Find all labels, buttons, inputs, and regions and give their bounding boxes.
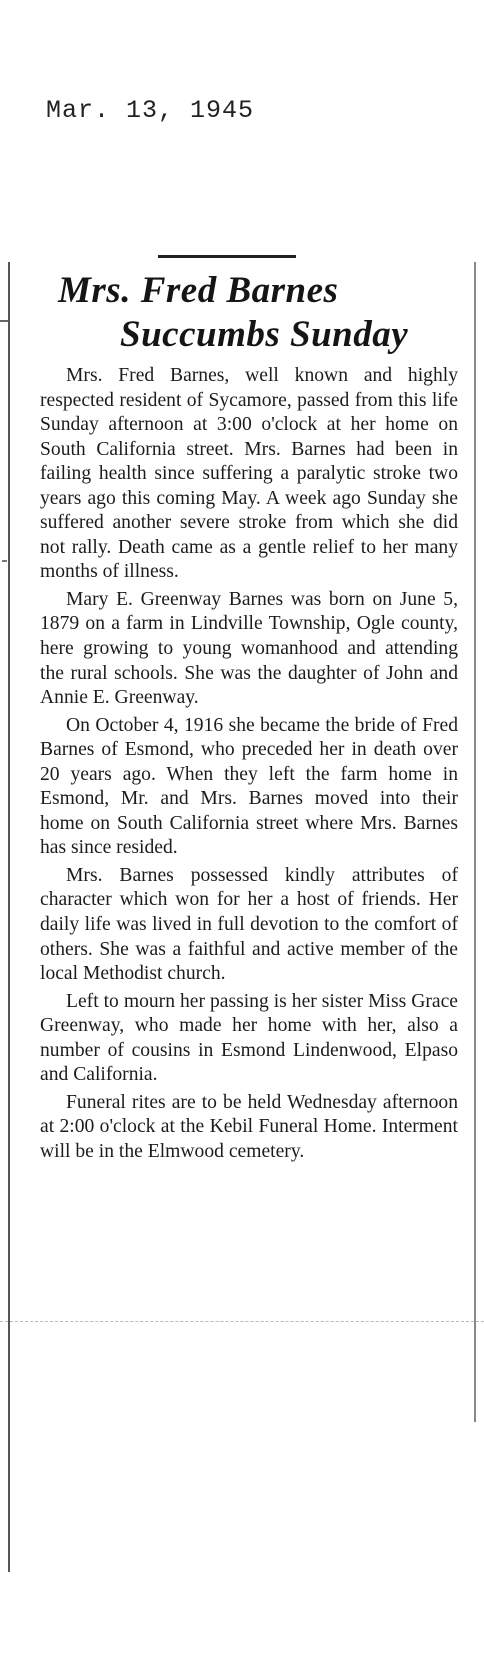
paragraph-character: Mrs. Barnes possessed kindly attributes of character which won for her a host of friends. Her daily life was lived in full devotion to the comfort of others. She was a faithful and active member of the local Methodist church. (40, 864, 458, 985)
headline-line-1: Mrs. Fred Barnes (58, 270, 339, 311)
margin-tick (2, 560, 7, 562)
paragraph-announcement: Mrs. Fred Barnes, well known and highly respected resident of Sycamore, passed from this life Sunday afternoon at 3:00 o'clock at her home on South California street. Mrs. Barnes had been in failing health since suffering a paralytic stroke two years ago this coming May. A week ago Sunday she suffered another severe stroke from which she did not rally. Death came as a gentle relief to her many months of illness. (40, 365, 458, 583)
margin-tick (0, 320, 8, 322)
right-column-rule (474, 262, 476, 1422)
paragraph-funeral: Funeral rites are to be held Wednesday afternoon at 2:00 o'clock at the Kebil Funeral Home. Interment will be in the Elmwood cemetery. (40, 1091, 458, 1162)
scan-fold-line (0, 1321, 484, 1323)
obituary-clipping (40, 268, 458, 1165)
paragraph-survivors: Left to mourn her passing is her sister Miss Grace Greenway, who made her home with her, also a number of cousins in Esmond Lindenwood, Elpaso and California. (40, 990, 458, 1086)
paragraph-marriage: On October 4, 1916 she became the bride of Fred Barnes of Esmond, who preceded her in death over 20 years ago. When they left the farm home in Esmond, Mr. and Mrs. Barnes moved into their home on South California street where Mrs. Barnes has since resided. (40, 714, 458, 859)
article-body (40, 364, 458, 1165)
left-column-rule (8, 262, 10, 1572)
headline-rule (158, 255, 296, 258)
paragraph-birth: Mary E. Greenway Barnes was born on June 5, 1879 on a farm in Lindville Township, Ogle county, here growing to young womanhood and attending the rural schools. She was the daughter of John and Annie E. Greenway. (40, 588, 458, 709)
clipping-date: Mar. 13, 1945 (46, 96, 255, 125)
headline-line-2: Succumbs Sunday (120, 314, 409, 355)
